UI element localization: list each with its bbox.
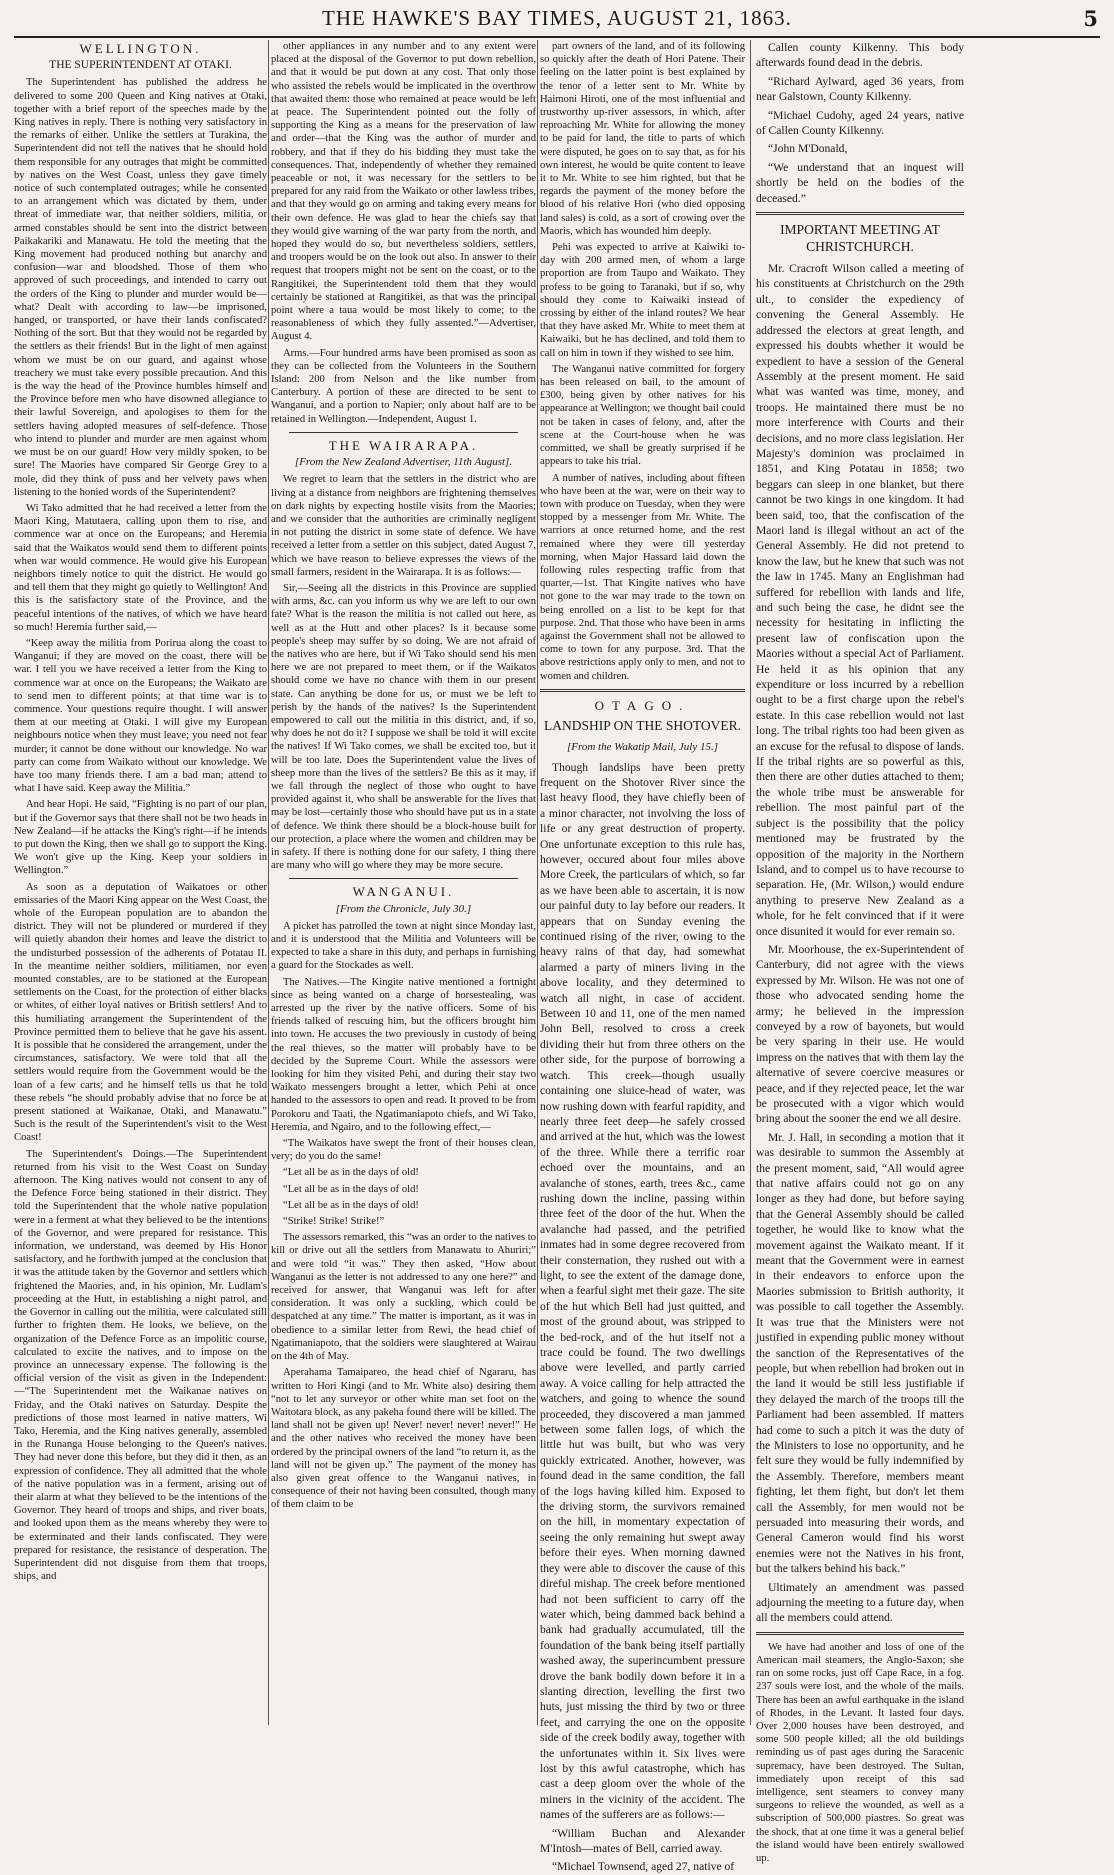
paragraph: “Let all be as in the days of old! <box>283 1183 419 1195</box>
column-1 <box>14 40 267 1725</box>
paragraph: The Superintendent has published the address he delivered to some 200 Queen and King natives at Otaki, together with a brief report of the speeches made by the King natives in reply. There is nothing very satisfactory in the remarks of either. Unlike the settlers at Turakina, the Superintendent did not tell the natives that he should hold them responsible for any outrages that might be committed by natives on the West Coast, unless they gave timely notice of such contemplated outrages; while he consented to an arrangement which was dictated by them, under threat of immediate war, that neither soldiers, militia, or armed constables should be sent into the district between Paikakariki and Manawatu. He told the meeting that the King movement had produced nothing but anarchy and confusion—war and bloodshed. Those of them who approved of such proceedings, and intended to carry out the orders of the King to plunder and murder would be—what? Dealt with according to law—be imprisoned, hanged, or transported, or have their lands confiscated? Nothing of the sort. But that they would not be regarded by the settlers as their friends! But in the light of men against whom we must be on our guard, and against whose treachery we must take every possible precaution. And this is the way the head of the Province humbles himself and the Province before men who have disowned allegiance to their lawful Sovereign, and apologises to them for the settlers having adopted measures of self-defence. Those who intend to plunder and murder are men against whom we must be on our guard! How very mildly spoken, to be sure! The Maories have compared Sir George Grey to a mole, did they think of puss and her velvety paws when listening to the honied words of the Superintendent? <box>14 77 267 498</box>
section-heading: OTAGO. <box>594 697 691 713</box>
paragraph: The Wanganui native committed for forgery has been released on bail, to the amount of £300, being given by other natives for his appearance at Wellington; we thought bail could not be taken in cases of felony, and, after the scene at the Court-house when he was committed, we shall be greatly surprised if he appears to take his trial. <box>540 363 745 468</box>
paragraph: Mr. Moorhouse, the ex-Superintendent of Canterbury, did not agree with the views expressed by Mr. Wilson. He was not one of those who advocated sending home the army; he believed in the impression conveyed by a row of bayonets, but would be very sparing in their use. He would impress on the natives that with them lay the alternative of severe coercive measures or peace, and if they rejected peace, let the war be prosecuted with a vigor which would bring about the sooner the end we all desire. <box>756 942 964 1126</box>
column-rule <box>537 40 538 1725</box>
paragraph: Sir,—Seeing all the districts in this Province are supplied with arms, &c. can you inform us why we are left to our own fate? What is the reason the militia is not called out here, as well as at the Hutt and other places? Is it because some people's sheep may suffer by so doing. We are not afraid of the natives who are here, but if Wi Tako should send his men here we are not prepared to meet them, or if the Waikatos should come we have no chance with them in our present state. Can anything be done for us, or must we be left to perish by the hands of the natives? Is the Superintendent empowered to call out the militia in this district, and, if so, why does he not do it? I suppose we shall be told it will excite the natives! If Wi Tako comes, we shall be excited too, but it will be too late. Does the Superintendent value the lives of sheep more than the lives of the settlers? Be this as it may, if we fall through the neglect of those who ought to have provided against it, who shall be answerable for the lives that may be lost—certainly those who should have put us in a state of defence. We think there should be a block-house built for our protection, a place where the women and children may be in safety. If there is nothing done for our safety, I thing there are many who will go where they may be more secure. <box>271 582 536 872</box>
paragraph: We regret to learn that the settlers in the district who are living at a distance from neighbors are frightening themselves on dark nights by expecting hostile visits from the Maories; and we consider that the authorities are criminally negligent in not putting the district in some state of defence. We have received a letter from a settler on this subject, dated August 7, which we have reason to believe expresses the views of the small farmers, resident in the Wairarapa. It is as follows:— <box>271 474 536 578</box>
paragraph: other appliances in any number and to any extent were placed at the disposal of the Governor to put down rebellion, and that it would be put down at any cost. That only those who assisted the rebels would be implicated in the overthrow that awaited them: those who remained at peace would be left at peace. The Superintendent pointed out the folly of supporting the King as a means for the preservation of law and order—that the King was the author of murder and robbery, and that if they do his bidding they must take the consequences. That, independently of whether they remained peaceable or not, it was necessary for the settlers to be prepared for any raid from the Waikato or other lawless tribes, and that they would go on arming and taking every means for their own defence. He was glad to hear the chiefs say that they would give warning of the war party from the north, and hoped they would do so, but nevertheless soldiers, settlers, and troopers would be on the look out also. In answer to their request that troopers might not be sent on the coast, or to the Rangitikei, the Superintendent told them that they would certainly be stationed at Rangitikei, as that was the principal point where a taua would be most likely to come; to the reasonableness of which they fully assented.”—Advertiser, August 4. <box>271 41 536 343</box>
paragraph: The assessors remarked, this “was an order to the natives to kill or drive out all the settlers from Manawatu to Ahuriri;” and were told “it was.” They then asked, “How about Wanganui as the letter is not addressed to any one here?” and received for answer, that Wanganui was left for after consideration. It was only a suckling, which could be despatched at any time.” The matter is important, as it was in obedience to a similar letter from Rewi, the head chief of Ngatimaniapoto, that the soldiers were slaughtered at Wairau on the 4th of May. <box>271 1232 536 1363</box>
paragraph: “John M'Donald, <box>768 142 848 156</box>
paragraph: “Keep away the militia from Porirua along the coast to Wanganui; if they are moved on the coast, there will be war. I tell you we have received a letter from the King to commence war at once on the Europeans; the Waikato are to send men to different points; at that time war is to commence. Your questions require thought. I will answer them at our meeting at Otaki. I will give my European neighbours notice when they must leave; you need not fear murder; it cannot be done without our knowledge. No war party can come from Waikato without our knowledge. We have too many friends there. I am a bad man; attend to what I have said. Keep away the Militia.” <box>14 637 267 795</box>
column-2 <box>271 40 536 1725</box>
paragraph: Wi Tako admitted that he had received a letter from the Maori King, Matutaera, calling upon them to rise, and commence war at once on the Europeans; and Heremia said that the Waikatos would send them to different points when war would commence. He would give his European neighbors timely notice to quit the district. He would go and tell them that they might go quietly to Wellington! And this is the satisfactory state of the Province, and the peaceful intentions of the natives, of which we have heard so much! Heremia further said,— <box>14 502 267 633</box>
paragraph: “The Waikatos have swept the front of their houses clean, very; do you do the same! <box>271 1138 536 1163</box>
divider <box>289 878 518 879</box>
article-title: THE SUPERINTENDENT AT OTAKI. <box>49 59 232 72</box>
divider <box>756 212 964 215</box>
page-number: 5 <box>1083 6 1098 31</box>
paragraph: “Michael Cudohy, aged 24 years, native of Callen County Kilkenny. <box>756 108 964 138</box>
section-heading: THE WAIRARAPA. <box>328 437 479 453</box>
paragraph: Arms.—Four hundred arms have been promised as soon as they can be collected from the Volunteers in the Southern Island: 200 from Nelson and the like number from Canterbury. A portion of these are directed to be sent to Wanganui, and a portion to Napier; only about half are to be retained in Wellington.—Independent, August 1. <box>271 347 536 425</box>
paragraph: A number of natives, including about fifteen who have been at the war, were on their way to town with produce on Tuesday, when they were stopped by a messenger from Mr. White. The warriors at once returned home, and the rest remained where they were till yesterday morning, when Major Hassard laid down the following rules respecting traffic from that quarter,—1st. That Kingite natives who have not gone to the war may trade to the town on being enrolled on a list to be kept for that purpose. 2nd. That those who have been in arms against the Government shall not be allowed to come to town for any purpose. 3rd. That the above restrictions apply only to men, and not to women and children. <box>540 472 745 682</box>
paragraph: “Michael Townsend, aged 27, native of <box>552 1860 735 1874</box>
paragraph: Mr. J. Hall, in seconding a motion that it was desirable to summon the Assembly at the present moment, said, “All would agree that native affairs could not go on any longer as they had done, but before saying that the General Assembly should be called together, he would like to know what the movement against the Waikato meant. If it meant that the Government were in earnest in their endeavors to enforce upon the Maories submission to British authority, it was possible to call together the Assembly. It was true that the Ministers were not justified in expending public money without the sanction of the Representatives of the people, but when rebellion had broken out in the land it would be still less justifiable if they delayed the march of the troops till the Parliament had been assembled. If matters had come to such a pitch it was the duty of the Ministers to lose no opportunity, and he felt sure they would be fully indemnified by the Assembly. Therefore, members meant fighting, let them fight, but don't let them call the Assembly, for men would not be persuaded into measuring their words, and General Cameron would find his worst enemies were not the Natives in his front, but the talkers behind his back.” <box>756 1130 964 1576</box>
paragraph: “William Buchan and Alexander M'Intosh—mates of Bell, carried away. <box>540 1826 745 1855</box>
article-title: LANDSHIP ON THE SHOTOVER. <box>543 718 741 734</box>
newspaper-title: THE HAWKE'S BAY TIMES, AUGUST 21, 1863. <box>322 6 792 30</box>
section-heading: WANGANUI. <box>352 884 455 900</box>
paragraph: As soon as a deputation of Waikatoes or other emissaries of the Maori King appear on the West Coast, the whole of the European population are to abandon the district. They will not be plundered or murdered if they will quietly abandon their homes and leave the district to the undisturbed possession of the adherents of Potatau II. In the meantime neither soldiers, militiamen, nor even mounted constables, are to be stationed at the European settlements on the Coast, for the protection of either blacks or whites, of either loyal natives or British settlers! And to this humiliating arrangement the Superintendent of the Province permitted them to believe that he gave his assent. It is possible that he considered the arrangement, under the circumstances, satisfactory. We were told that all the settlers would require from the Government would be the loan of a few carts; and he himself tells us that he told these rebels “he should probably advise that no force be at present stationed at Waikanae, Otaki, and Manawatu.” Such is the result of the Superintendent's visit to the West Coast! <box>14 881 267 1144</box>
column-rule <box>750 40 751 1725</box>
divider <box>756 1632 964 1635</box>
paragraph: Pehi was expected to arrive at Kaiwiki to-day with 200 armed men, of whom a large proportion are from Taupo and Waikato. They profess to be going to Taranaki, but if so, why should they come to Kaiwaiki instead of crossing by either of the inland routes? We hear that they have asked Mr. White to meet them at Kaiwaiki, but he has declined, and told them to call on him in town if they wished to see him. <box>540 242 745 359</box>
paragraph: “We understand that an inquest will shortly be held on the bodies of the deceased.” <box>756 160 964 205</box>
divider <box>540 689 745 692</box>
paragraph: “Let all be as in the days of old! <box>283 1199 419 1211</box>
source-line: [From the Chronicle, July 30.] <box>335 902 472 915</box>
source-line: [From the New Zealand Advertiser, 11th August]. <box>294 456 513 469</box>
column-3 <box>540 40 745 1874</box>
paragraph: “Strike! Strike! Strike!” <box>283 1216 385 1228</box>
paragraph: “Richard Aylward, aged 36 years, from near Galstown, County Kilkenny. <box>756 74 964 104</box>
column-4 <box>756 40 964 1865</box>
article-title: IMPORTANT MEETING AT CHRISTCHURCH. <box>780 222 940 255</box>
paragraph: part owners of the land, and of its following so quickly after the death of Hori Patene. Their feeling on the latter point is best explained by the tenor of a letter sent to Mr. White by Haimoni Hiroti, one of the most influential and trustworthy up-river assessors, in which, after reproaching Mr. White for allowing the money to be paid for land, the title to parts of which were disputed, he goes on to say that, as for his own interest, he would be quite content to leave it to Mr. White to see him righted, but that he regards the payment of the money before the blood of his relative Hori (who died opposing land sales) is cold, as a sort of crowing over the Maoris, which has wounded him deeply. <box>540 41 745 237</box>
section-heading: WELLINGTON. <box>79 41 202 56</box>
paragraph: Callen county Kilkenny. This body afterwards found dead in the debris. <box>756 41 964 70</box>
paragraph: Mr. Cracroft Wilson called a meeting of his constituents at Christchurch on the 29th ult., to consider the expediency of convening the General Assembly. He addressed the electors at great length, and expressed his doubts whether it would be expedient to have a session of the General Assembly at the present moment. He said what was wanted was time, money, and troops. He maintained there must be no more interference with Courts and their decisions, and no more class legislation. Her Majesty's dominion was proclaimed in 1851, and King Potatau in 1858; two beggars can sleep in one blanket, but there cannot be two kings in one kingdom. It had been said, too, that the confiscation of the Maori land is illegal without an act of the General Assembly. He did not pretend to know the law, but he knew that such was not the law in 1745. Many an Englishman had suffered for rebellion with lands and life, and such being the case, he didnt see the necessity for hesitating in inflicting the present law of confiscation upon the Maories without a special Act of Parliament. He held it as his opinion that any expenditure or loss incurred by a rebellion ought to be a first charge upon the rebel's estate. In this case rebellion would not last long. The tribal rights too had been given as an excuse for the refusal to dispose of lands. If the tribal rights are so powerful as this, then there are other duties attached to them; the whole tribe must be answerable for rebellion. The most painful part of the subject is the possibility that the policy mentioned may be frustrated by the opposition of the majority in the Northern Island, and to compel us to have recourse to separation. He, (Mr. Wilson,) would endure anything to preserve New Zealand as a whole, for he felt convinced that if it were once disunited it would for ever remain so. <box>756 262 964 938</box>
paragraph: Ultimately an amendment was passed adjourning the meeting to a future day, when all the members could attend. <box>756 1580 964 1625</box>
news-paragraph: We have had another and loss of one of the American mail steamers, the Anglo-Saxon; she ran on some rocks, just off Cape Race, in a fog. 237 souls were lost, and the whole of the mails. There has been an awful earthquake in the island of Rhodes, in the Levant. It lasted four days. Over 2,000 houses have been destroyed, and some 500 people killed; all the old buildings reminding us of past ages during the Saracenic supremacy, have been destroyed. The Sultan, immediately upon receipt of this sad intelligence, sent steamers to convey many surgeons to relieve the wounded, as well as a subscription of 500,000 piastres. So great was the shock, that at one time it was a general belief the island would have been entirely swallowed up. <box>756 1641 964 1865</box>
source-line: [From the Wakatip Mail, July 15.] <box>566 741 719 754</box>
paragraph: A picket has patrolled the town at night since Monday last, and it is understood that the Militia and Volunteers will be expected to take a share in this duty, and perhaps in furnishing a guard for the Stockades as well. <box>271 920 536 972</box>
masthead <box>14 6 1100 38</box>
paragraph: The Superintendent's Doings.—The Superintendent returned from his visit to the West Coast on Sunday afternoon. The King natives would not consent to any of the Defence Force being stationed in their district. They told the Superintendent that the whole native population were in a ferment at what they believed to be the intentions of the Governor, and were prepared for resistance. This information, we understand, was deemed by His Honor satisfactory, and he forthwith jumped at the conclusion that it was the attitude taken by the Governor and settlers which frightened the Maories, and, in his opinion, Mr. Ludlam's proceeding at the Hutt, in establishing a night patrol, and the Governor in calling out the militia, were calculated still further to frighten them. He looks, we believe, on the organization of the Defence Force as an impolitic course, calculated to excite the natives, and to impose on the province an unnecessary expense. The following is the official version of the visit as given in the Independent:—“The Superintendent met the Waikanae natives on Friday, and the Otaki natives on Saturday. Despite the predictions of those most learned in native matters, Wi Tako, Heremia, and the King natives generally, assembled in the Runanga House belonging to the Queen's natives. They had never done this before, but they did it then, as an expression of confidence. They all admitted that the whole of the native population was in a ferment, arising out of their alarm at what they believed to be the intentions of the Governor. They heard of troops and ships, and river boats, and looked upon them as the means whereby they were to be exterminated and their lands confiscated. They were prepared for resistance, the resistance of desperation. The Superintendent did not disguise from them that troops, ships, and <box>14 1148 267 1583</box>
paragraph: And hear Hopi. He said, “Fighting is no part of our plan, but if the Governor says that there shall not be two heads in New Zealand—if he attacks the King's right—if he intends to put down the King, then we shall go to support the King. We won't give up the King. Keep your soldiers in Wellington.” <box>14 799 267 877</box>
column-rule <box>268 40 269 1725</box>
paragraph: “Let all be as in the days of old! <box>283 1167 419 1179</box>
paragraph: Aperahama Tamaipareo, the head chief of Ngararu, has written to Hori Kingi (and to Mr. White also) desiring them “not to let any surveyor or other white man set foot on the Waitotara block, as any pakeha found there will be killed. The land shall not be given up! Never! never! never! never!” He and the other natives who received the money have been ordered by the principal owners of the land “to return it, as the land will not be given up.” The payment of the money has also given great offence to the Wanganui natives, in consequence of their not having been consulted, though many of them claim to be <box>271 1367 536 1511</box>
paragraph: Though landslips have been pretty frequent on the Shotover River since the last heavy flood, they have chiefly been of a minor character, not involving the loss of life or any great destruction of property. One unfortunate exception to this rule has, however, occured about four miles above More Creek, the particulars of which, so far as we have been able to ascertain, it is now our painful duty to lay before our readers. It appears that on Sunday evening the continued rising of the river, owing to the heavy rains of that day, had somewhat alarmed a party of miners living in the above locality, and they determined to watch all night, in case of accident. Between 10 and 11, one of the men named John Bell, resolved to cross a creek dividing their hut from three others on the other side, for the purpose of borrowing a watch. This creek—though usually containing one sluice-head of water, was now rushing down with fearful rapidity, and nearly three feet deep—he safely crossed and arrived at the hut, which was the lowest of the three. While there a terrific roar echoed over the mountains, and an avalanche of stones, earth, trees &c., came rushing down the incline, passing within three feet of the door of the hut. When the avalanche had passed, and the petrified inmates had in some degree recovered from their consternation, they rushed out with a light, to see the extent of the damage done, when a fearful sight met their gaze. The site of the hut which Bell had just quitted, and most of the ground about, was stripped to the bed-rock, and of the hut itself not a trace could be found. The two dwellings above were levelled, and partly carried away. A voice calling for help attracted the watchers, and going to whence the sound proceeded, they discovered a man jammed between some fallen logs, of which the little hut was built, but who was very quickly extricated. Another, however, was found dead in the same condition, the fall of the logs having killed him. Exposed to the driving storm, the survivors remained on the hill, in momentary expectation of seeing the only remaining hut swept away before their eyes. When morning dawned they were able to discover the cause of this direful mishap. The creek before mentioned had not been sufficient to carry off the water which, being dammed back behind a bank had gradually accumulated, till the foundation of the bank being itself partially washed away, the superincumbent pressure drove the bank bodily down before it in a slanting direction, levelling the first two huts, just missing the third by two or three feet, and carrying the one on the opposite side of the creek bodily away, together with the unfortunates within it. Six lives were lost by this awful catastrophe, which has cast a deep gloom over the whole of the miners in the vicinity of the accident. The names of the sufferers are as follows:— <box>540 760 745 1822</box>
divider <box>289 432 518 433</box>
paragraph: The Natives.—The Kingite native mentioned a fortnight since as being wanted on a charge of horsestealing, was arrested up the river by the native officers. Some of his friends talked of rescuing him, but the officers brought him into town. He accuses the two previously in custody of being the real thieves, so the matter will probably have to be decided by the Supreme Court. While the assessors were looking for him they visited Pehi, and during their stay two Waikato messengers brought a letter, which Pehi at once handed to the assessors to open and read. It proved to be from Porokoru and Taati, the Ngatimaniapoto chiefs, and Wi Tako, Heremia, and Ngairo, and to the following effect,— <box>271 976 536 1133</box>
